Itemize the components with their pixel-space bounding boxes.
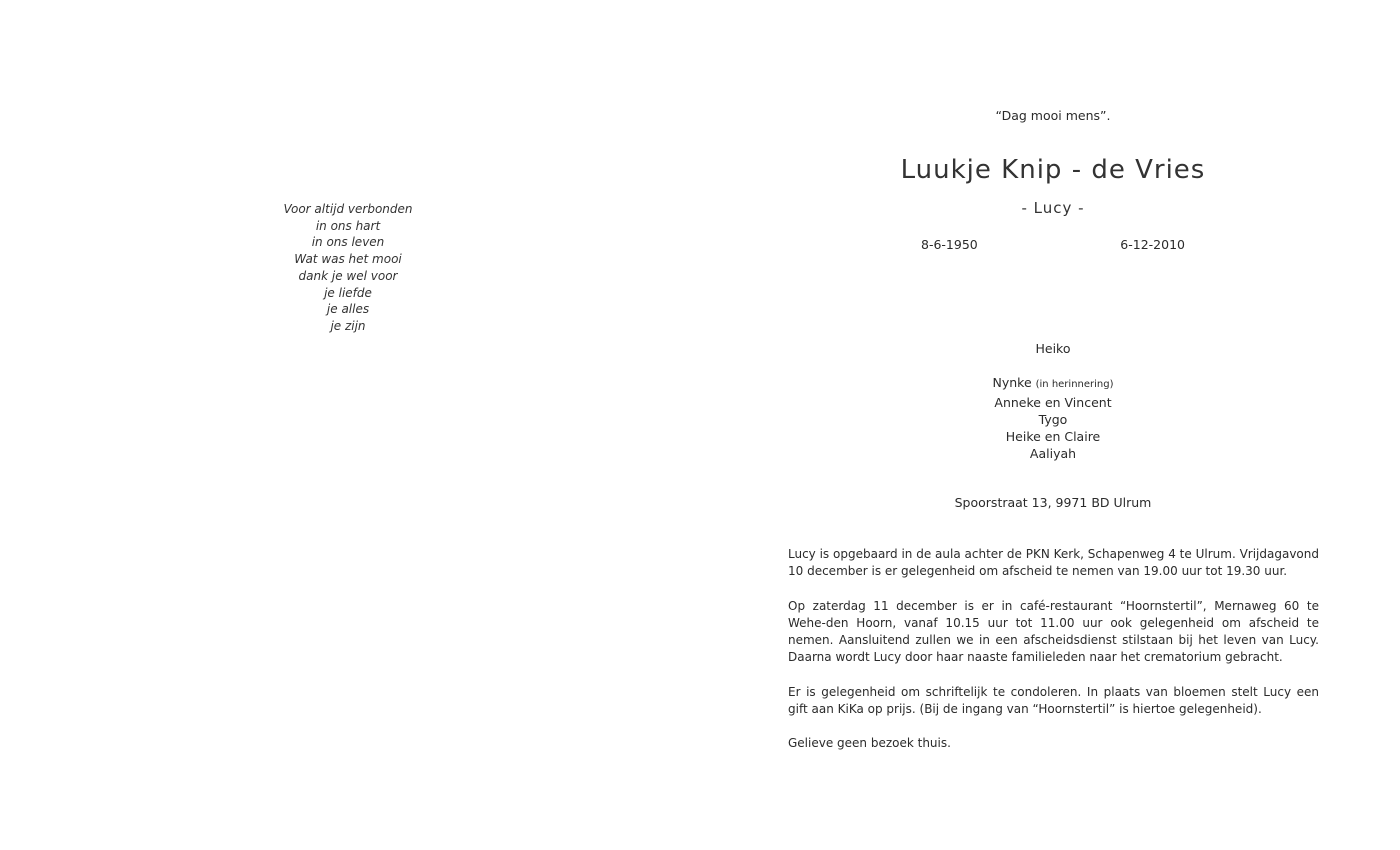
paragraph: Er is gelegenheid om schriftelijk te condoleren. In plaats van bloemen stelt Lucy een gift aan KiKa op prijs. (Bij de ingang van “Hoornstertil” is hiertoe gelegenheid). (788, 684, 1319, 716)
poem-line: je liefde (324, 285, 372, 300)
family-child-3: Heike en Claire (1005, 429, 1101, 444)
family-spouse: Heiko (1035, 341, 1071, 356)
poem-line: in ons leven (311, 235, 385, 250)
date-birth: 8-6-1950 (921, 237, 978, 252)
family-member-line (786, 374, 1320, 393)
poem-line: Wat was het mooi (294, 252, 402, 267)
paragraph: Gelieve geen bezoek thuis. (788, 736, 951, 751)
family-child-1: Nynke (992, 375, 1032, 391)
announcement-body (788, 546, 1319, 770)
family-grandchild-1: Tygo (1038, 411, 1068, 427)
poem-line: in ons hart (315, 218, 381, 233)
poem-line: je alles (326, 302, 370, 317)
paragraph: Lucy is opgebaard in de aula achter de PKN Kerk, Schapenweg 4 te Ulrum. Vrijdagavond 10 december is er gelegenheid om afscheid te nemen van 19.00 uur tot 19.30 uur. (788, 547, 1319, 579)
family-child-2: Anneke en Vincent (994, 394, 1112, 410)
poem-line: je zijn (330, 318, 366, 333)
address: Spoorstraat 13, 9971 BD Ulrum (954, 495, 1152, 510)
poem (248, 201, 448, 335)
paragraph: Op zaterdag 11 december is er in café-restaurant “Hoornstertil”, Mernaweg 60 te Wehe-den Hoorn, vanaf 10.15 uur tot 11.00 uur ook gelegenheid om afscheid te nemen. Aansluitend zullen we in een afscheidsdienst stilstaan bij het leven van Lucy. Daarna wordt Lucy door haar naaste familieleden naar het crematorium gebracht. (788, 598, 1319, 665)
deceased-name: Luukje Knip - de Vries (900, 155, 1206, 185)
poem-line: Voor altijd verbonden (283, 202, 413, 216)
announcement-page (786, 0, 1320, 850)
date-death: 6-12-2010 (1120, 237, 1185, 252)
family-spacer (786, 357, 1320, 374)
quote: “Dag mooi mens”. (995, 108, 1111, 123)
nickname: - Lucy - (1021, 199, 1085, 217)
poem-line: dank je wel voor (298, 268, 398, 283)
family-grandchild-2: Aaliyah (1029, 446, 1077, 462)
family-child-1-note: (in herinnering) (1035, 379, 1114, 391)
family-list (786, 340, 1320, 462)
